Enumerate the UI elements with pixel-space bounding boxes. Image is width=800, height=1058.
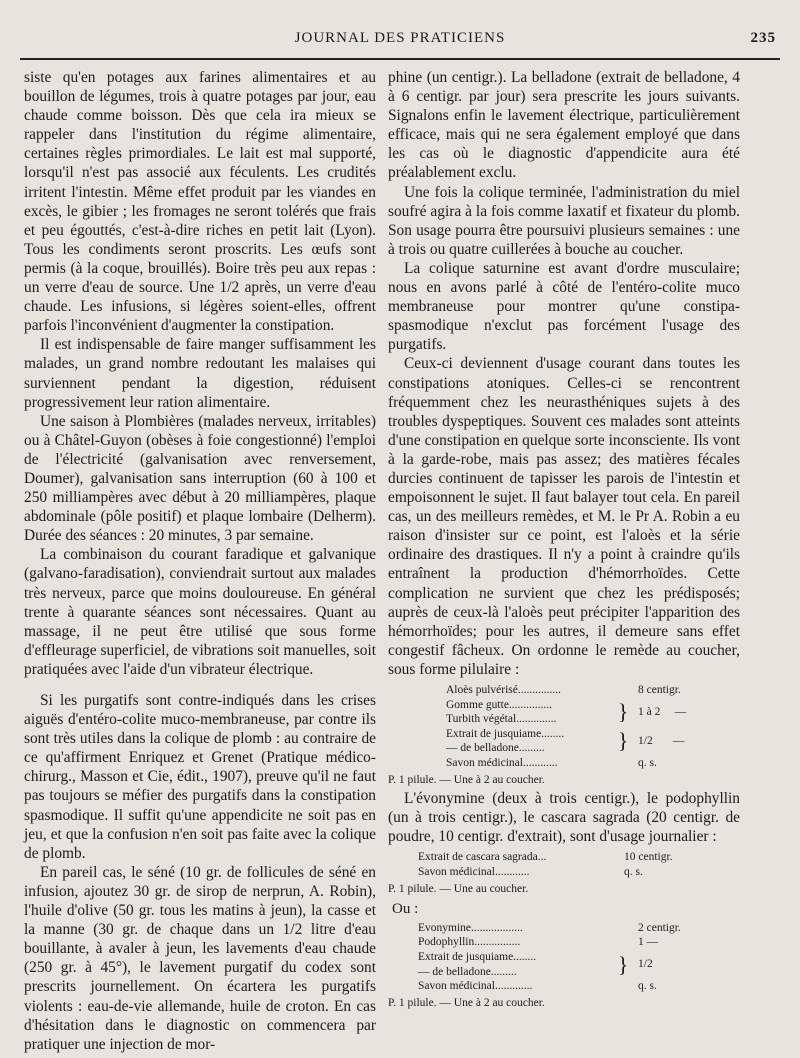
- prescription-note: P. 1 pilule. — Une au coucher.: [388, 882, 529, 895]
- right-column: [388, 68, 740, 1012]
- ingredient: Savon médicinal............: [418, 866, 530, 879]
- alternative-label: Ou :: [392, 901, 419, 918]
- brace: }: [617, 728, 629, 754]
- ditto-dash: —: [674, 705, 687, 718]
- brace: }: [617, 699, 629, 725]
- ingredient: Gomme gutte...............: [446, 698, 553, 711]
- paragraph: En pareil cas, le séné (10 gr. de follicules de séné en infusion, ajoutez 30 gr. de sirop de nerprun, A. Robin), l'huile d'olive (50 gr. tous les matins à jeun), la casse et la manne (30 gr. de chaque dans un 1/2 litre d'eau bouillante, à avaler à jeun, les lavements d'eau chaude (250 gr. à 45°), le lavement purgatif du codex sont prescrits journellement. On écartera les purgatifs violents : eau-de-vie allemande, huile de croton. En cas d'hésitation dans le diagnostic on commencera par pratiquer une injection de mor-: [24, 863, 376, 1053]
- page-number: 235: [750, 30, 776, 46]
- prescription-cascara: [388, 850, 740, 1010]
- paragraph: Si les purgatifs sont contre-indiqués dans les crises aiguës d'entéro-colite muco-membraneuse, par contre ils sont très utiles dans la colique de plomb : au contraire de ce qu'affirment Enriquez et Grenet (Pratique médico-chirurg., Masson et Cie, édit., 1907), preuve qu'il ne faut pas toujours se méfier des purgatifs dans la constipation spasmodique. Il suffit qu'une appendicite ne soit pas en jeu, et que la confusion n'en soit pas faite avec la colique de plomb.: [24, 692, 376, 862]
- running-header: [0, 30, 800, 52]
- ingredient: Savon médicinal.............: [418, 980, 533, 993]
- dose: q. s.: [638, 756, 657, 769]
- ingredient: Extrait de cascara sagrada...: [418, 851, 547, 864]
- paragraph: Une saison à Plombières (malades nerveux, irritables) ou à Châtel-Guyon (obèses à foie congestionné) l'emploi de l'électricité (galvanisation avec renversement, Doumer), galvanisation sans interruption (60 à 100 et 250 milliampères avec début à 20 milliampères, plaque abdominale (pôle positif) et plaque lombaire (Delherm). Durée des séances : 20 minutes, 3 par semaine.: [24, 412, 376, 545]
- ingredient: Savon médicinal............: [446, 756, 558, 769]
- prescription-note: P. 1 pilule. — Une à 2 au coucher.: [388, 773, 545, 786]
- left-column: [24, 68, 376, 1054]
- paragraph: La combinaison du courant faradique et galvanique (galvano-faradisation), conviendrait surtout aux malades très nerveux, parce que moins douloureuse. En général trente à quarante séances sont nécessaires. Quant au massage, il ne peut être utilisé que sous forme d'effleurage superficiel, de vibrations soit manuelles, soit pratiquées avec l'aide d'un vibrateur électrique.: [24, 546, 376, 678]
- dose: 1/2: [638, 958, 653, 971]
- dose: 8 centigr.: [638, 684, 681, 696]
- paragraph: siste qu'en potages aux farines alimentaires et au bouillon de légumes, trois à quatre potages par jour, eau chaude comme boisson. Dès que cela ira mieux se rappeler dans l'institution du régime alimentaire, certaines règles primordiales. Le lait est mal supporté, lorsqu'il n'est pas associé aux féculents. Les crudités irritent l'intestin. Même effet produit par les viandes en excès, le gibier ; les fromages ne seront tolérés que frais et peu égouttés, c'est-à-dire riches en petit lait (Lyon). Tous les condiments seront proscrits. Les œufs sont permis (à la coque, brouillés). Boire très peu aux repas : un verre d'eau de source. Une 1/2 après, un verre d'eau chaude. Les infusions, si légères soient-elles, offrent parfois l'inconvénient d'augmenter la constipation.: [24, 69, 376, 335]
- dose: q. s.: [624, 866, 643, 879]
- ingredient: Extrait de jusquiame........: [446, 727, 565, 740]
- brace: }: [617, 951, 629, 977]
- ingredient: Turbith végétal..............: [446, 713, 557, 726]
- paragraph: L'évonymine (deux à trois centigr.), le podophyllin (un à trois centigr.), le cascara sagrada (20 centigr. de poudre, 10 centigr. d'extrait), sont d'usage journalier :: [388, 790, 740, 846]
- header-rule: [20, 58, 780, 60]
- ingredient: — de belladone.........: [418, 965, 517, 978]
- paragraph: Il est indispensable de faire manger suffisamment les malades, un grand nombre redoutant les malaises qui surviennent pendant la digestion, réduisent progressivement leur ration alimentaire.: [24, 336, 376, 411]
- paragraph: Une fois la colique terminée, l'administration du miel soufré agira à la fois comme laxatif et fixateur du plomb. Son usage pourra être poursuivi plusieurs semaines : une à trois ou quatre cuillerées à bouche au coucher.: [388, 183, 740, 258]
- dose: q. s.: [638, 980, 657, 993]
- prescription-aloes: [388, 683, 740, 787]
- ingredient: Podophyllin................: [418, 936, 521, 949]
- paragraph: phine (un centigr.). La belladone (extrait de belladone, 4 à 6 centigr. par jour) sera prescrite les jours suivants. Signalons enfin le lavement électrique, particulièrement efficace, mais qui ne sera également employé que dans les cas où le diagnostic d'appendicite aura été préalablement exclu.: [388, 69, 740, 182]
- prescription-note: P. 1 pilule. — Une à 2 au coucher.: [388, 996, 545, 1009]
- dose: 10 centigr.: [624, 851, 673, 864]
- ditto-dash: —: [672, 735, 685, 748]
- dose: 2 centigr.: [638, 921, 681, 934]
- dose: 1 à 2: [638, 705, 661, 718]
- dose: 1 —: [638, 936, 659, 949]
- ingredient: Extrait de jusquiame........: [418, 951, 537, 963]
- ingredient: Evonymine..................: [418, 921, 523, 934]
- ingredient: Aloès pulvérisé...............: [446, 684, 561, 696]
- paragraph: La colique saturnine est avant d'ordre musculaire; nous en avons parlé à côté de l'entéro-colite muco membraneuse pour montrer qu'une constipa-spasmodique n'exclut pas forcément l'usage des purgatifs.: [388, 259, 740, 354]
- paragraph: Ceux-ci deviennent d'usage courant dans toutes les constipations atoniques. Celles-ci se rencontrent fréquemment chez les neurasthéniques sujets à des troubles dyspeptiques. Souvent ces malades sont atteints d'une constipation en quelque sorte inconsciente. Ils vont à la garde-robe, mais pas assez; des matières fécales durcies continuent de tapisser les parois de l'intestin et empoisonnent le sujet. Il faut balayer tout cela. En pareil cas, un des meilleurs remèdes, et M. le Pr A. Robin a eu raison d'insister sur ce point, est l'aloès et la série ordinaire des drastiques. Il n'y a point à craindre qu'ils entraînent la production d'hémorrhoïdes. Cette complication ne survient que chez les prédisposés; auprès de ceux-là l'aloès peut précipiter l'apparition des hémorrhoïdes; pour les autres, il demeure sans effet congestif fâcheux. On ordonne le remède au coucher, sous forme pilulaire :: [388, 355, 740, 678]
- dose: 1/2: [638, 735, 653, 748]
- ingredient: — de belladone.........: [446, 742, 545, 755]
- journal-title: JOURNAL DES PRATICIENS: [294, 30, 506, 46]
